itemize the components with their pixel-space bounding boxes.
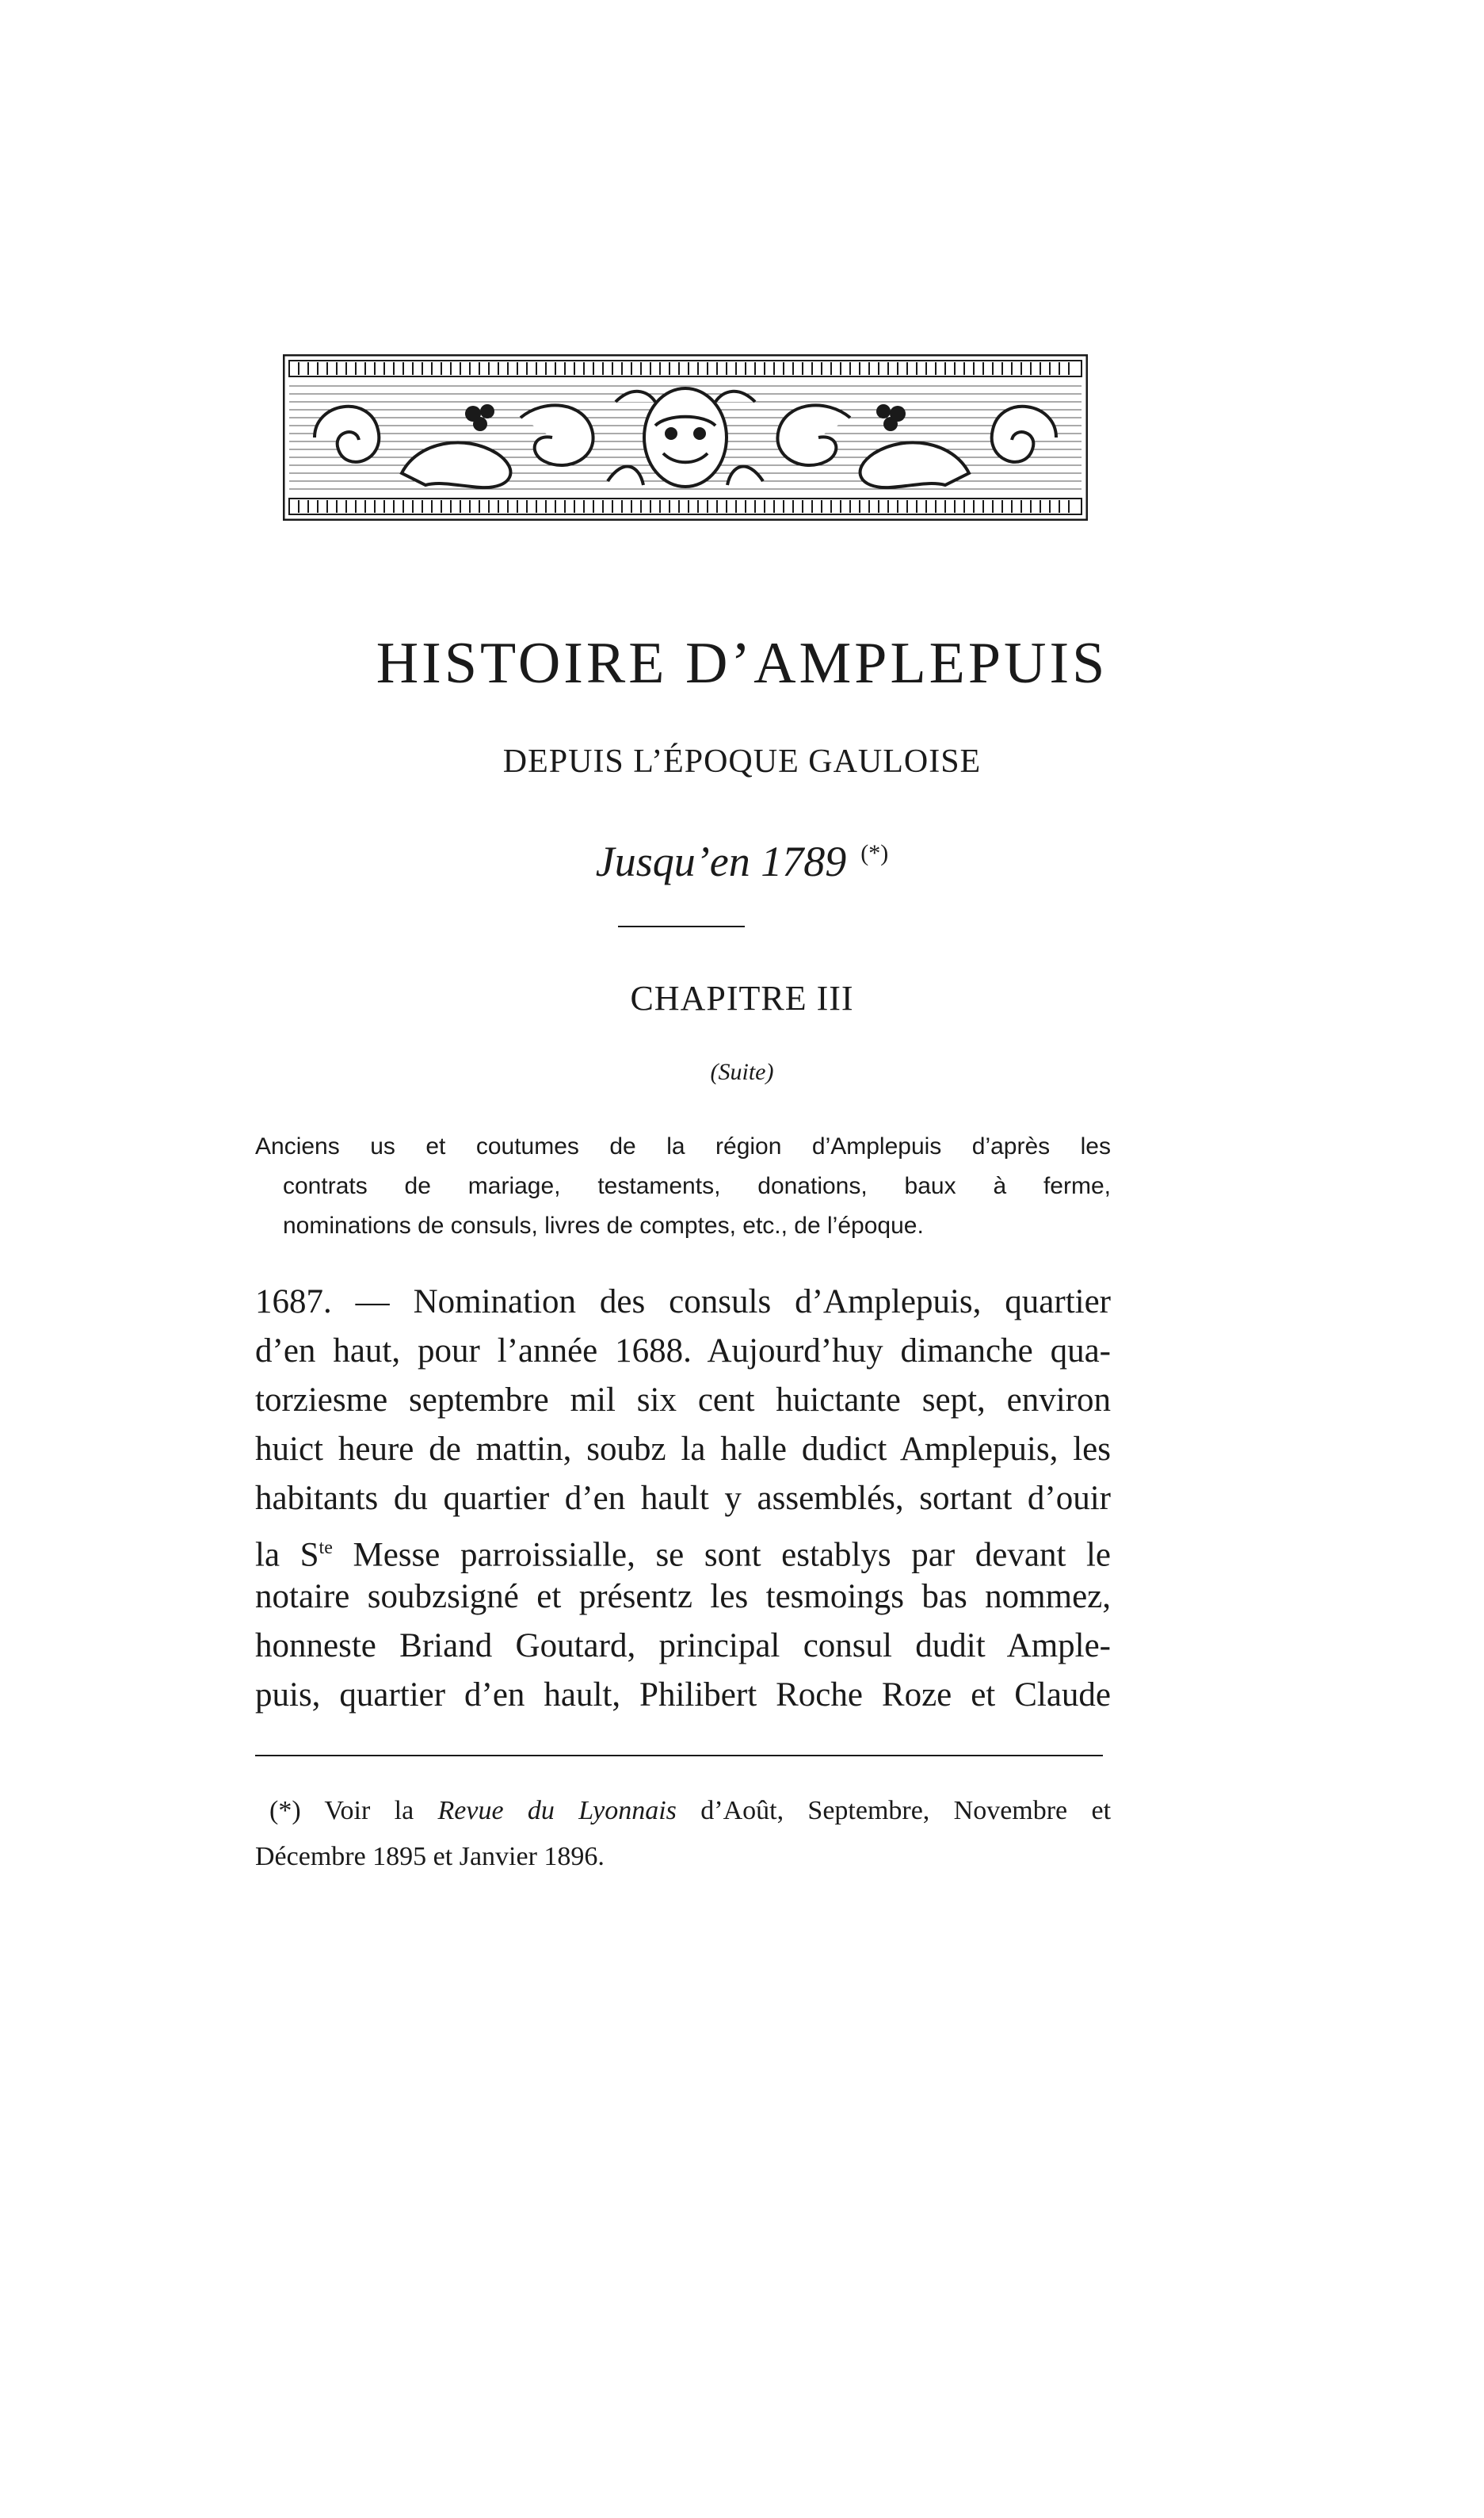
footnote <box>255 1788 1111 1880</box>
body-line: d’en haut, pour l’année 1688. Aujourd’huy dimanche qua- <box>255 1332 1111 1370</box>
divider-rule <box>618 926 745 927</box>
ornamental-frieze-icon <box>283 354 1088 521</box>
summary-line: nominations de consuls, livres de comptes, etc., de l’époque. <box>283 1213 924 1239</box>
body-line: honneste Briand Goutard, principal consul dudit Ample- <box>255 1627 1111 1664</box>
date-subtitle <box>0 840 1484 883</box>
chapter-heading: CHAPITRE III <box>630 979 854 1018</box>
chapter-suite-text: (Suite) <box>710 1059 774 1085</box>
footnote-journal-title: Revue du Lyonnais <box>437 1796 677 1825</box>
chapter-suite <box>0 1060 1484 1084</box>
footnote-separator <box>255 1755 1103 1756</box>
body-paragraph <box>255 1278 1111 1720</box>
footnote-reference[interactable]: (*) <box>860 840 889 866</box>
body-line: 1687. — Nomination des consuls d’Amplepuis, quartier <box>255 1283 1111 1320</box>
body-line: huict heure de mattin, soubz la halle dudict Amplepuis, les <box>255 1431 1111 1468</box>
body-line <box>255 1523 1111 1572</box>
body-line: habitants du quartier d’en hault y assemblés, sortant d’ouir <box>255 1480 1111 1517</box>
footnote-suffix: d’Août, Septembre, Novembre et <box>700 1796 1112 1825</box>
chapter-summary <box>255 1127 1111 1246</box>
body-line-prefix: la S <box>255 1536 319 1574</box>
page-subtitle: DEPUIS L’ÉPOQUE GAULOISE <box>502 743 982 780</box>
summary-line: contrats de mariage, testaments, donations, baux à ferme, <box>283 1173 1111 1199</box>
body-line: puis, quartier d’en hault, Philibert Roche Roze et Claude <box>255 1676 1111 1714</box>
date-subtitle-text: Jusqu’en 1789 <box>595 838 847 885</box>
footnote-line <box>255 1788 1111 1834</box>
page-title: HISTOIRE D’AMPLEPUIS <box>376 631 1108 696</box>
footnote-line: Décembre 1895 et Janvier 1896. <box>255 1842 605 1871</box>
summary-line: Anciens us et coutumes de la région d’Amplepuis d’après les <box>255 1133 1111 1160</box>
body-line-rest: Messe parroissialle, se sont establys par devant le <box>353 1536 1112 1574</box>
body-line: torziesme septembre mil six cent huictante sept, environ <box>255 1381 1111 1419</box>
superscript: te <box>319 1538 333 1558</box>
footnote-prefix: (*) Voir la <box>269 1796 414 1825</box>
body-line: notaire soubzsigné et présentz les tesmoings bas nommez, <box>255 1578 1111 1615</box>
